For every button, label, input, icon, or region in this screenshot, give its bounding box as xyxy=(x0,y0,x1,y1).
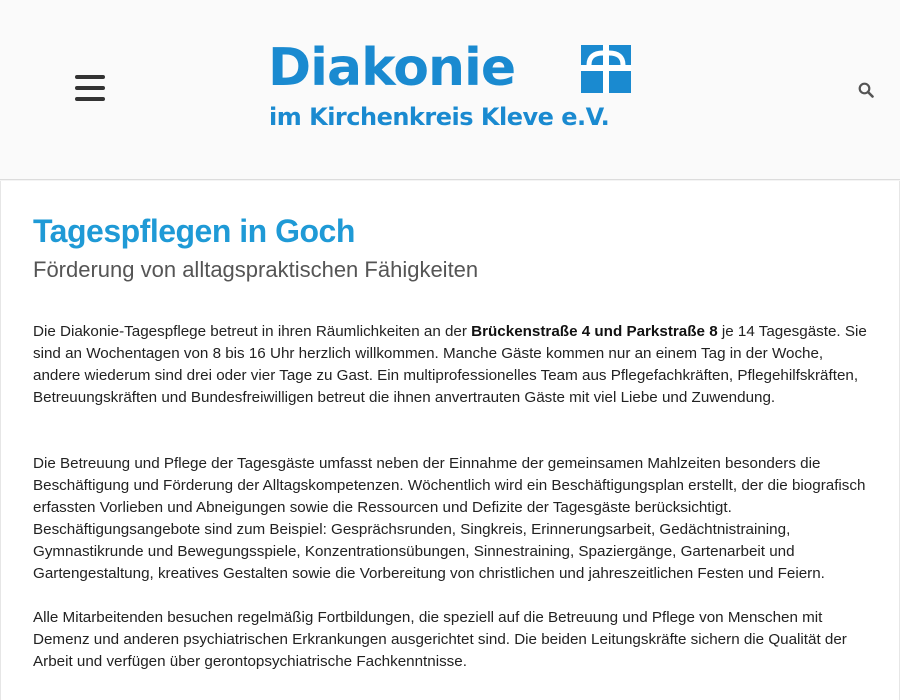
logo-subtitle: im Kirchenkreis Kleve e.V. xyxy=(269,103,610,131)
hamburger-menu-icon[interactable] xyxy=(75,75,105,101)
site-logo[interactable] xyxy=(268,40,632,136)
main-content xyxy=(0,181,900,700)
hamburger-bar xyxy=(75,75,105,79)
logo-title: Diakonie xyxy=(268,38,516,98)
search-icon[interactable] xyxy=(858,82,874,98)
paragraph-text: je 14 Tagesgäste. Sie sind an Wochentagen von 8 bis 16 Uhr herzlich willkommen. Manche Gäste kommen nur an einem Tag in der Woche, andere wiederum sind drei oder vier Tage zu Gast. Ein multiprofessionelles Team aus Pflegefachkräften, Pflegehilfskräften, Betreuungskräften und Bundesfreiwilligen betreut die ihnen anvertrauten Gäste mit viel Liebe und Zuwendung. xyxy=(33,323,867,406)
page-subtitle: Förderung von alltagspraktischen Fähigkeiten xyxy=(33,257,479,282)
hamburger-bar xyxy=(75,97,105,101)
paragraph-intro xyxy=(33,321,869,409)
paragraph-staff: Alle Mitarbeitenden besuchen regelmäßig Fortbildungen, die speziell auf die Betreuung und Pflege von Menschen mit Demenz und anderen psychiatrischen Erkrankungen ausgerichtet sind. Die beiden Leitungskräfte sichern die Qualität der Arbeit und verfügen über gerontopsychiatrische Fachkenntnisse. xyxy=(33,609,847,670)
hamburger-bar xyxy=(75,86,105,90)
paragraph-text: Die Diakonie-Tagespflege betreut in ihren Räumlichkeiten an der xyxy=(33,323,472,340)
paragraph-activities: Die Betreuung und Pflege der Tagesgäste umfasst neben der Einnahme der gemeinsamen Mahlzeiten besonders die Beschäftigung und Förderung der Alltagskompetenzen. Wöchentlich wird ein Beschäftigungsplan erstellt, der die biografisch erfassten Vorlieben und Abneigungen sowie die Ressourcen und Defizite der Tagesgäste berücksichtigt. Beschäftigungsangebote sind zum Beispiel: Gesprächsrunden, Singkreis, Erinnerungsarbeit, Gedächtnistraining, Gymnastikrunde und Bewegungsspiele, Konzentrationsübungen, Sinnestraining, Spaziergänge, Gartenarbeit und Gartengestaltung, kreatives Gestalten sowie die Vorbereitung von christlichen und jahreszeitlichen Festen und Feiern. xyxy=(33,455,866,582)
site-header xyxy=(0,0,900,180)
address-highlight: Brückenstraße 4 und Parkstraße 8 xyxy=(471,323,718,340)
page-title: Tagespflegen in Goch xyxy=(33,213,355,249)
diakonie-cross-icon xyxy=(581,45,631,93)
